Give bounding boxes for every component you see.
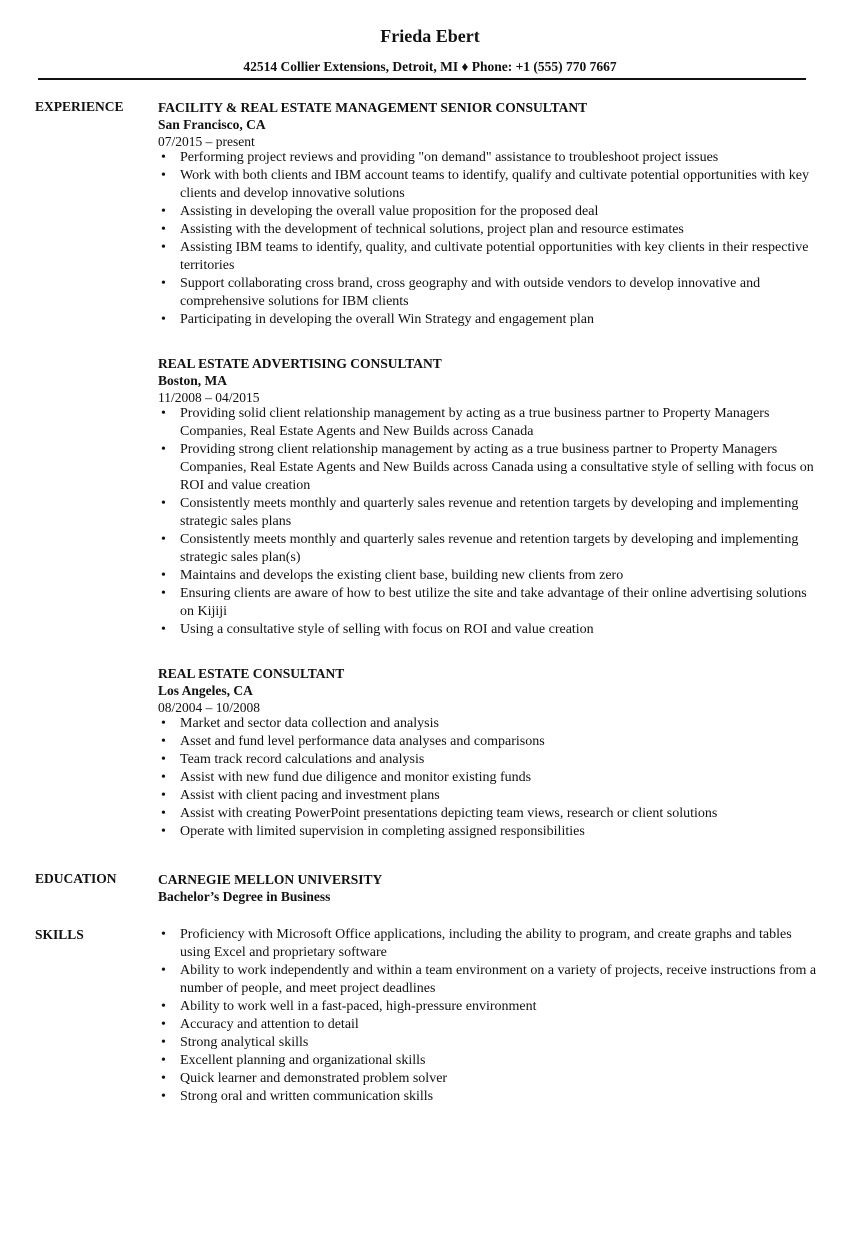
list-item: • Work with both clients and IBM account teams to identify, qualify and cultivate potential opportunities with key clients and develop innovative solutions [158,167,818,203]
job-location: Los Angeles, CA [158,683,253,698]
list-item: • Assisting IBM teams to identify, quality, and cultivate potential opportunities with key clients in their respective territories [158,239,818,275]
education-heading: EDUCATION [35,871,117,886]
list-item: • Assist with client pacing and investment plans [158,787,818,805]
job-entry [158,355,818,639]
list-item: • Assist with new fund due diligence and monitor existing funds [158,769,818,787]
list-item: • Quick learner and demonstrated problem solver [158,1070,818,1088]
job-dates: 07/2015 – present [158,134,255,149]
list-item: • Ensuring clients are aware of how to best utilize the site and take advantage of their online advertising solutions on Kijiji [158,585,818,621]
experience-heading: EXPERIENCE [35,99,124,114]
skills-list [158,926,818,1106]
list-item: • Operate with limited supervision in completing assigned responsibilities [158,823,818,841]
skills-heading: SKILLS [35,927,84,942]
list-item: • Consistently meets monthly and quarterly sales revenue and retention targets by developing and implementing strategic sales plan(s) [158,531,818,567]
header-divider [38,78,806,80]
list-item: • Proficiency with Microsoft Office applications, including the ability to program, and create graphs and tables using Excel and proprietary software [158,926,818,962]
list-item: • Strong analytical skills [158,1034,818,1052]
list-item: • Consistently meets monthly and quarterly sales revenue and retention targets by developing and implementing strategic sales plans [158,495,818,531]
job-dates: 11/2008 – 04/2015 [158,390,260,405]
job-location: San Francisco, CA [158,117,266,132]
list-item: • Using a consultative style of selling with focus on ROI and value creation [158,621,818,639]
job-entry [158,99,818,329]
school-name: CARNEGIE MELLON UNIVERSITY [158,872,383,887]
list-item: • Participating in developing the overall Win Strategy and engagement plan [158,311,818,329]
job-title: REAL ESTATE CONSULTANT [158,666,345,681]
list-item: • Excellent planning and organizational skills [158,1052,818,1070]
contact-line: 42514 Collier Extensions, Detroit, MI ♦ Phone: +1 (555) 770 7667 [243,59,617,74]
skills-list-wrapper [158,926,818,1106]
list-item: • Assisting in developing the overall value proposition for the proposed deal [158,203,818,221]
job-title: REAL ESTATE ADVERTISING CONSULTANT [158,356,442,371]
list-item: • Performing project reviews and providing "on demand" assistance to troubleshoot project issues [158,149,818,167]
job-title: FACILITY & REAL ESTATE MANAGEMENT SENIOR CONSULTANT [158,100,588,115]
job-bullets [158,149,818,329]
job-entry [158,665,818,841]
list-item: • Team track record calculations and analysis [158,751,818,769]
list-item: • Providing solid client relationship management by acting as a true business partner to Property Managers Companies, Real Estate Agents and New Builds across Canada [158,405,818,441]
list-item: • Ability to work independently and within a team environment on a variety of projects, receive instructions from a number of people, and meet project deadlines [158,962,818,998]
list-item: • Ability to work well in a fast-paced, high-pressure environment [158,998,818,1016]
degree-name: Bachelor’s Degree in Business [158,889,331,904]
list-item: • Assisting with the development of technical solutions, project plan and resource estimates [158,221,818,239]
job-location: Boston, MA [158,373,228,388]
job-dates: 08/2004 – 10/2008 [158,700,261,715]
list-item: • Strong oral and written communication skills [158,1088,818,1106]
list-item: • Providing strong client relationship management by acting as a true business partner to Property Managers Companies, Real Estate Agents and New Builds across Canada using a consultative style of selling with focus on ROI and value creation [158,441,818,495]
list-item: • Market and sector data collection and analysis [158,715,818,733]
job-bullets [158,715,818,841]
education-entry [158,871,818,906]
list-item: • Assist with creating PowerPoint presentations depicting team views, research or client solutions [158,805,818,823]
job-bullets [158,405,818,639]
resume-name: Frieda Ebert [380,26,480,46]
list-item: • Accuracy and attention to detail [158,1016,818,1034]
list-item: • Asset and fund level performance data analyses and comparisons [158,733,818,751]
list-item: • Support collaborating cross brand, cross geography and with outside vendors to develop innovative and comprehensive solutions for IBM clients [158,275,818,311]
list-item: • Maintains and develops the existing client base, building new clients from zero [158,567,818,585]
